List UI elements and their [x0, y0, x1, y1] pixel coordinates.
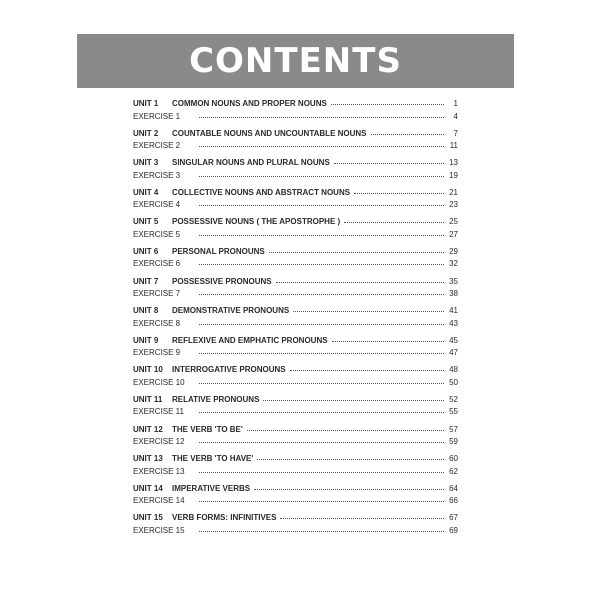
dot-leader — [199, 316, 444, 325]
unit-title: POSSESSIVE NOUNS ( THE APOSTROPHE ) — [172, 217, 341, 227]
page-number: 43 — [449, 318, 458, 328]
exercise-label: EXERCISE 5 — [133, 229, 181, 239]
dot-leader — [354, 185, 444, 194]
page-number: 47 — [449, 348, 458, 358]
page-number: 69 — [449, 525, 458, 535]
page-number: 52 — [449, 394, 458, 404]
unit-number: UNIT 3 — [133, 158, 159, 168]
dot-leader — [199, 256, 444, 265]
dot-leader — [247, 422, 444, 431]
unit-number: UNIT 6 — [133, 246, 159, 256]
page-number: 64 — [449, 483, 458, 493]
exercise-row[interactable] — [133, 317, 458, 330]
dot-leader — [199, 523, 444, 532]
dot-leader — [199, 345, 444, 354]
exercise-label: EXERCISE 13 — [133, 466, 185, 476]
dot-leader — [276, 274, 444, 283]
unit-title: RELATIVE PRONOUNS — [172, 394, 260, 404]
unit-title: SINGULAR NOUNS AND PLURAL NOUNS — [172, 158, 330, 168]
unit-number: UNIT 8 — [133, 306, 159, 316]
exercise-label: EXERCISE 3 — [133, 170, 181, 180]
exercise-label: EXERCISE 14 — [133, 496, 185, 506]
toc-entry — [133, 452, 458, 482]
toc-entry — [133, 186, 458, 216]
page-number: 21 — [449, 187, 458, 197]
exercise-row[interactable] — [133, 139, 458, 152]
exercise-row[interactable] — [133, 110, 458, 123]
unit-title: COLLECTIVE NOUNS AND ABSTRACT NOUNS — [172, 187, 351, 197]
exercise-row[interactable] — [133, 257, 458, 270]
dot-leader — [257, 451, 444, 460]
unit-title: THE VERB 'TO BE' — [172, 424, 243, 434]
toc-entry — [133, 393, 458, 423]
exercise-label: EXERCISE 15 — [133, 525, 185, 535]
dot-leader — [280, 510, 444, 519]
dot-leader — [199, 493, 444, 502]
exercise-row[interactable] — [133, 524, 458, 537]
dot-leader — [290, 362, 444, 371]
page-number: 32 — [449, 259, 458, 269]
dot-leader — [269, 244, 444, 253]
exercise-row[interactable] — [133, 198, 458, 211]
unit-title: COUNTABLE NOUNS AND UNCOUNTABLE NOUNS — [172, 128, 367, 138]
unit-number: UNIT 10 — [133, 365, 163, 375]
dot-leader — [263, 392, 444, 401]
page-number: 29 — [449, 246, 458, 256]
unit-number: UNIT 13 — [133, 454, 163, 464]
exercise-label: EXERCISE 1 — [133, 111, 181, 121]
page-number: 62 — [449, 466, 458, 476]
page-number: 59 — [449, 437, 458, 447]
page-title: CONTENTS — [189, 41, 402, 81]
unit-number: UNIT 14 — [133, 483, 163, 493]
page-number: 48 — [449, 365, 458, 375]
page-number: 23 — [449, 200, 458, 210]
exercise-row[interactable] — [133, 405, 458, 418]
toc-entry — [133, 97, 458, 127]
page-number: 60 — [449, 454, 458, 464]
toc-entry — [133, 215, 458, 245]
dot-leader — [293, 303, 444, 312]
exercise-row[interactable] — [133, 169, 458, 182]
exercise-row[interactable] — [133, 346, 458, 359]
unit-title: DEMONSTRATIVE PRONOUNS — [172, 306, 290, 316]
unit-title: VERB FORMS: INFINITIVES — [172, 513, 277, 523]
exercise-row[interactable] — [133, 287, 458, 300]
exercise-label: EXERCISE 11 — [133, 407, 184, 417]
unit-number: UNIT 15 — [133, 513, 163, 523]
toc-entry — [133, 304, 458, 334]
dot-leader — [199, 227, 444, 236]
page-number: 11 — [449, 141, 458, 151]
exercise-row[interactable] — [133, 435, 458, 448]
exercise-row[interactable] — [133, 465, 458, 478]
toc-entry — [133, 423, 458, 453]
toc-entry — [133, 156, 458, 186]
exercise-row[interactable] — [133, 228, 458, 241]
dot-leader — [199, 138, 444, 147]
toc-entry — [133, 275, 458, 305]
dot-leader — [199, 286, 444, 295]
page-number: 13 — [449, 158, 458, 168]
toc-entry — [133, 245, 458, 275]
page-number: 35 — [449, 276, 458, 286]
unit-title: PERSONAL PRONOUNS — [172, 246, 265, 256]
dot-leader — [199, 464, 444, 473]
unit-title: THE VERB 'TO HAVE' — [172, 454, 254, 464]
dot-leader — [334, 155, 444, 164]
page-number: 7 — [453, 128, 458, 138]
exercise-label: EXERCISE 2 — [133, 141, 181, 151]
unit-number: UNIT 11 — [133, 394, 163, 404]
page-number: 4 — [453, 111, 458, 121]
unit-title: INTERROGATIVE PRONOUNS — [172, 365, 286, 375]
exercise-label: EXERCISE 9 — [133, 348, 181, 358]
page-number: 67 — [449, 513, 458, 523]
exercise-label: EXERCISE 4 — [133, 200, 181, 210]
dot-leader — [332, 333, 444, 342]
unit-title: COMMON NOUNS AND PROPER NOUNS — [172, 99, 327, 108]
page-number: 41 — [449, 306, 458, 316]
unit-number: UNIT 5 — [133, 217, 159, 227]
exercise-label: EXERCISE 12 — [133, 437, 185, 447]
page-number: 55 — [449, 407, 458, 417]
contents-header-bar — [77, 34, 514, 88]
page-number: 50 — [449, 377, 458, 387]
page-number: 38 — [449, 289, 458, 299]
page-number: 57 — [449, 424, 458, 434]
exercise-label: EXERCISE 8 — [133, 318, 181, 328]
toc-entry — [133, 363, 458, 393]
dot-leader — [199, 168, 444, 177]
exercise-row[interactable] — [133, 494, 458, 507]
page-number: 19 — [449, 170, 458, 180]
dot-leader — [199, 197, 444, 206]
unit-number: UNIT 2 — [133, 128, 159, 138]
exercise-label: EXERCISE 6 — [133, 259, 181, 269]
unit-number: UNIT 4 — [133, 187, 159, 197]
page-number: 45 — [449, 335, 458, 345]
dot-leader — [199, 109, 444, 118]
unit-number: UNIT 1 — [133, 99, 159, 108]
unit-number: UNIT 12 — [133, 424, 163, 434]
dot-leader — [199, 375, 444, 384]
dot-leader — [344, 214, 444, 223]
page-number: 1 — [453, 99, 458, 108]
exercise-row[interactable] — [133, 376, 458, 389]
dot-leader — [254, 481, 444, 490]
unit-title: REFLEXIVE AND EMPHATIC PRONOUNS — [172, 335, 328, 345]
unit-title: IMPERATIVE VERBS — [172, 483, 251, 493]
toc-entry — [133, 334, 458, 364]
dot-leader — [371, 126, 444, 135]
exercise-label: EXERCISE 7 — [133, 289, 181, 299]
dot-leader — [331, 96, 444, 105]
table-of-contents — [133, 97, 458, 541]
page-number: 25 — [449, 217, 458, 227]
page-number: 66 — [449, 496, 458, 506]
toc-entry — [133, 511, 458, 541]
dot-leader — [199, 404, 444, 413]
unit-number: UNIT 9 — [133, 335, 159, 345]
toc-entry — [133, 482, 458, 512]
unit-number: UNIT 7 — [133, 276, 159, 286]
unit-title: POSSESSIVE PRONOUNS — [172, 276, 272, 286]
toc-entry — [133, 127, 458, 157]
dot-leader — [199, 434, 444, 443]
page-number: 27 — [449, 229, 458, 239]
exercise-label: EXERCISE 10 — [133, 377, 185, 387]
